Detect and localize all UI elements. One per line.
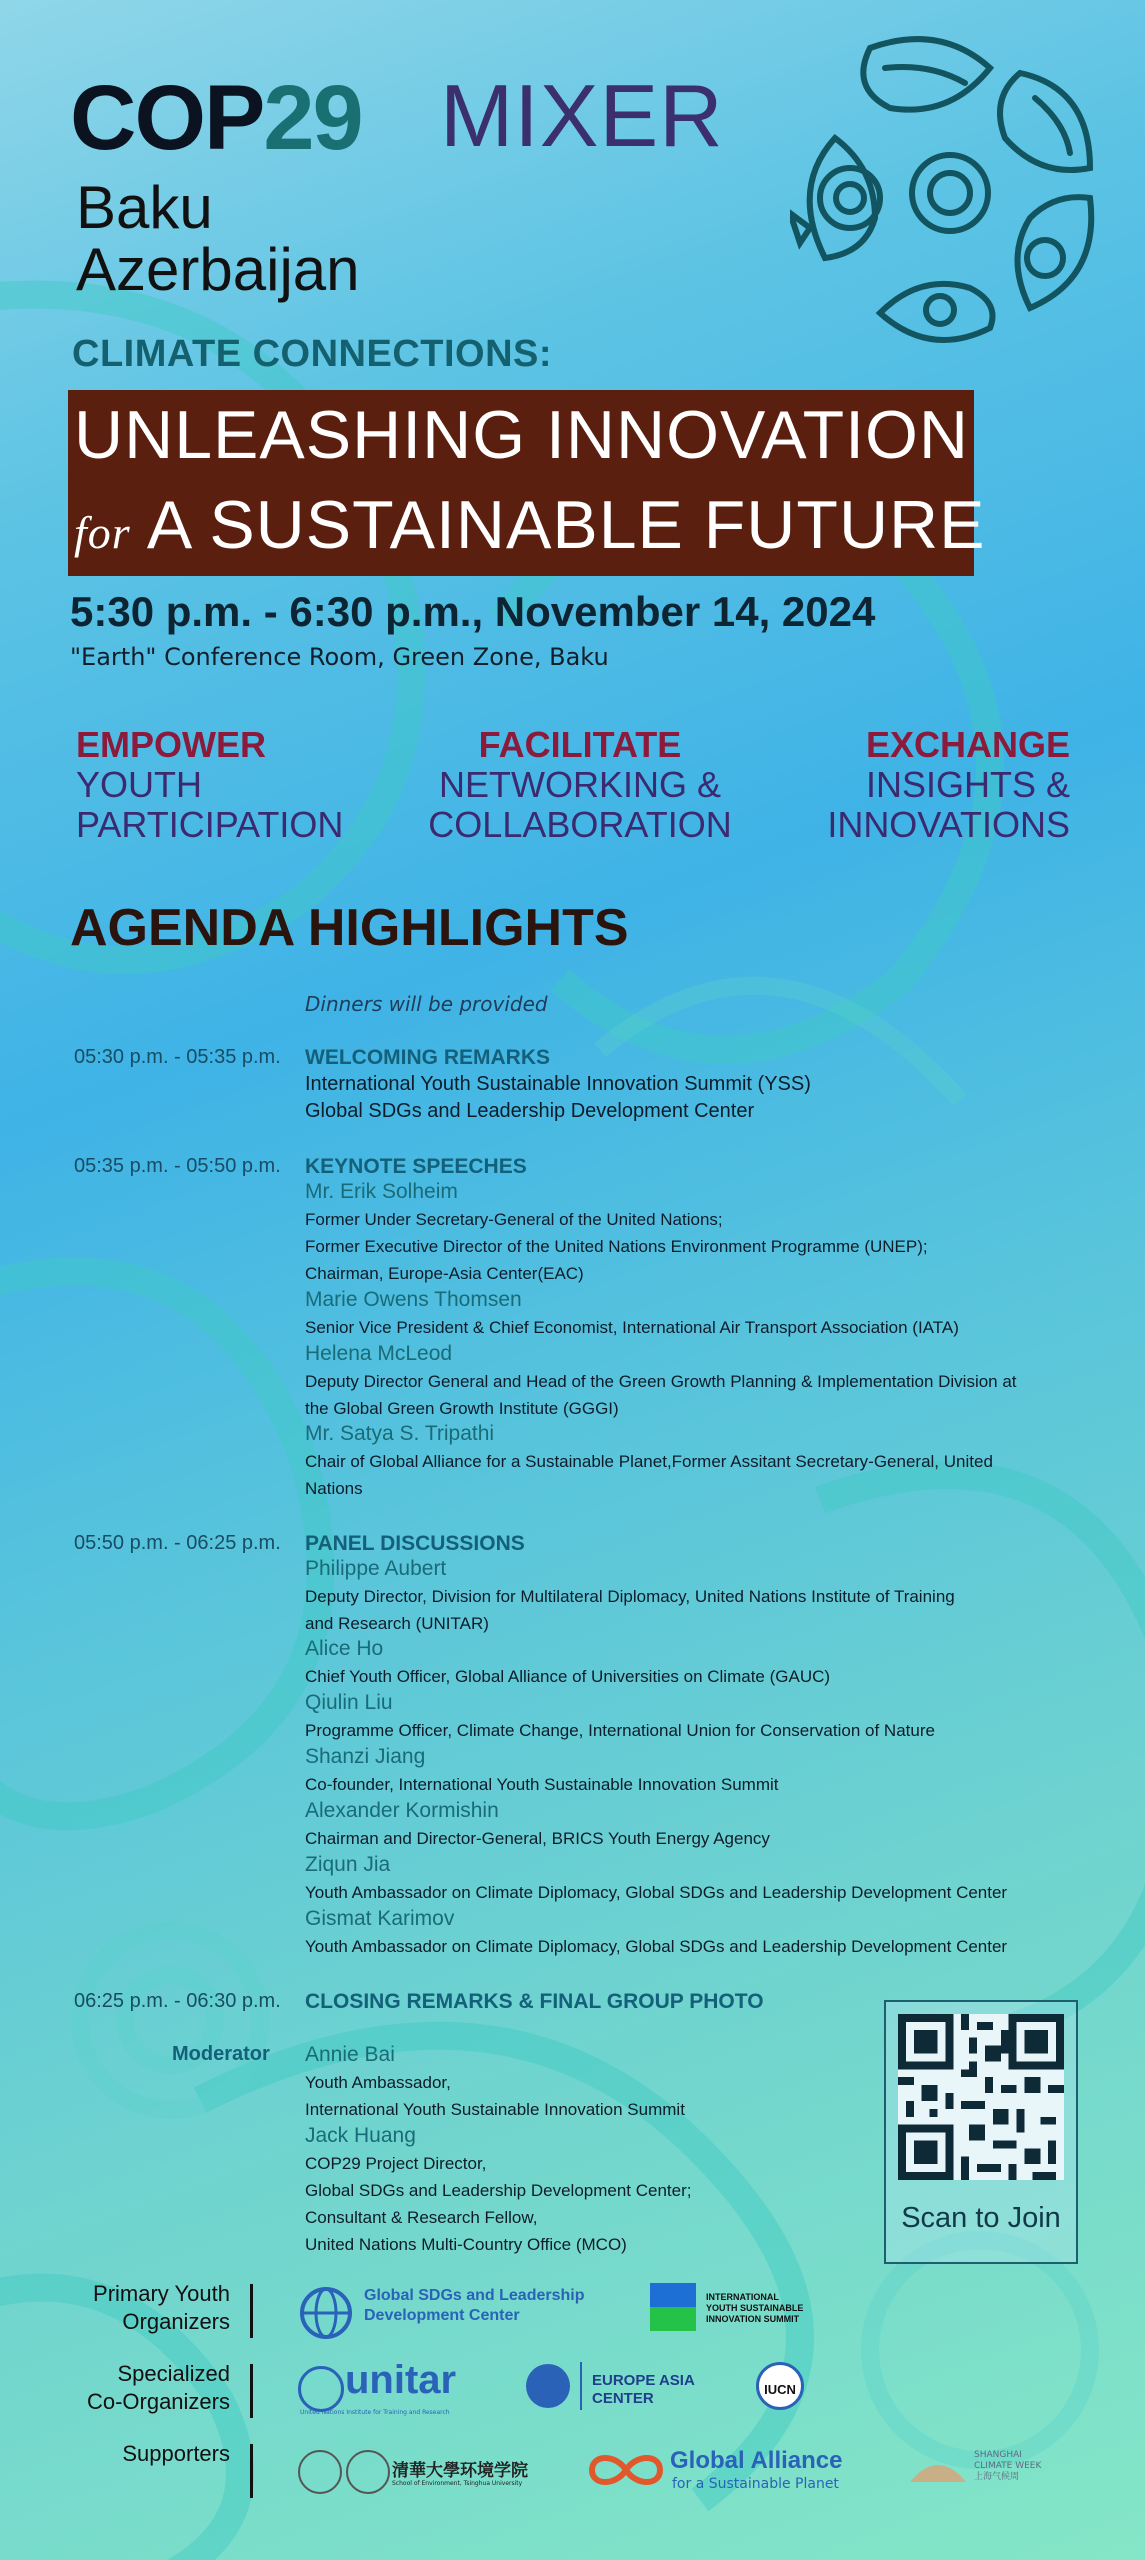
moderator-role: International Youth Sustainable Innovation Summit [305,2100,685,2119]
mixer-title: MIXER [440,66,724,165]
unitar-logo: unitar [345,2358,457,2402]
speaker-role: Deputy Director General and Head of the Green Growth Planning & Implementation Division at [305,1372,1017,1391]
un-emblem-icon [298,2366,344,2412]
divider [580,2362,582,2410]
shanghai-climate-week-icon [906,2452,970,2488]
panelist-role: and Research (UNITAR) [305,1614,489,1633]
agenda-title: AGENDA HIGHLIGHTS [70,899,629,957]
speaker-role: Former Executive Director of the United Nations Environment Programme (UNEP); [305,1237,928,1256]
moderator-role: COP29 Project Director, [305,2154,487,2173]
primary-organizers-label: Primary Youth Organizers [93,2281,230,2334]
pillar-empower: EMPOWER YOUTH PARTICIPATION [76,724,344,845]
climate-connections-subtitle: CLIMATE CONNECTIONS: [72,333,553,375]
speaker-role: Senior Vice President & Chief Economist, International Air Transport Association (IATA) [305,1318,959,1337]
panelist-name: Shanzi Jiang [305,1745,426,1768]
speaker-role: Nations [305,1479,363,1498]
specialized-organizers-label: Specialized Co-Organizers [86,2361,230,2414]
keynote-title: KEYNOTE SPEECHES [305,1155,527,1178]
panelist-name: Gismat Karimov [305,1907,455,1930]
gsdg-logo [296,2283,356,2343]
event-venue: "Earth" Conference Room, Green Zone, Baku [70,643,609,671]
panel-title: PANEL DISCUSSIONS [305,1532,525,1555]
welcome-line: Global SDGs and Leadership Development Center [305,1100,755,1122]
global-alliance-name: Global Alliance [670,2447,843,2474]
globe-icon [296,2283,356,2343]
supporters-label: Supporters [122,2441,230,2466]
moderator-role: United Nations Multi-Country Office (MCO) [305,2235,627,2254]
tsinghua-seal-icon [298,2450,342,2494]
panelist-role: Chief Youth Officer, Global Alliance of Universities on Climate (GAUC) [305,1667,831,1686]
gsdg-name: Global SDGs and Leadership Development Center [364,2287,585,2324]
moderator-label: Moderator [172,2043,270,2065]
panelist-role: Programme Officer, Climate Change, International Union for Conservation of Nature [305,1721,935,1740]
keynote-time: 05:35 p.m. - 05:50 p.m. [74,1155,281,1177]
environment-school-icon [346,2450,390,2494]
country-label: Azerbaijan [76,236,360,303]
yss-name: INTERNATIONAL YOUTH SUSTAINABLE INNOVATION SUMMIT [706,2292,804,2324]
panelist-role: Chairman and Director-General, BRICS Youth Energy Agency [305,1829,770,1848]
speaker-name: Helena McLeod [305,1342,453,1365]
panelist-name: Alice Ho [305,1637,384,1660]
cop29-emblem-icon [790,28,1120,358]
qr-code-panel[interactable] [884,2000,1078,2264]
theme-line-1: UNLEASHING INNOVATION [74,397,970,473]
theme-banner [68,390,986,576]
global-alliance-infinity-icon [586,2452,666,2488]
moderator-role: Consultant & Research Fellow, [305,2208,538,2227]
panelist-role: Co-founder, International Youth Sustainable Innovation Summit [305,1775,779,1794]
speaker-name: Mr. Satya S. Tripathi [305,1422,495,1445]
divider [250,2444,253,2498]
panelist-name: Alexander Kormishin [305,1799,499,1822]
panelist-name: Ziqun Jia [305,1853,391,1876]
global-alliance-sub: for a Sustainable Planet [672,2476,839,2492]
unitar-sub: United Nations Institute for Training and Research [300,2409,450,2416]
city-label: Baku [76,174,213,241]
tsinghua-name: 清華大學环境学院 [392,2461,528,2480]
pillar-facilitate: FACILITATE NETWORKING & COLLABORATION [428,724,732,845]
moderator-role: Youth Ambassador, [305,2073,451,2092]
cop-title: COP29 [70,67,362,169]
dinner-note: Dinners will be provided [305,992,548,1016]
divider [250,2284,253,2338]
panelist-name: Philippe Aubert [305,1557,447,1580]
moderator-role: Global SDGs and Leadership Development Center; [305,2181,692,2200]
panel-time: 05:50 p.m. - 06:25 p.m. [74,1532,281,1554]
qr-code-icon[interactable] [898,2014,1064,2180]
shanghai-climate-week-name: SHANGHAI CLIMATE WEEK 上海气候周 [974,2450,1042,2482]
speaker-role: Chair of Global Alliance for a Sustainable Planet,Former Assitant Secretary-General, United [305,1452,993,1471]
moderator-name: Jack Huang [305,2124,416,2147]
welcome-line: International Youth Sustainable Innovation Summit (YSS) [305,1073,811,1095]
europe-asia-center-icon [526,2364,570,2408]
speaker-role: Chairman, Europe-Asia Center(EAC) [305,1264,584,1283]
speaker-name: Mr. Erik Solheim [305,1180,458,1203]
iucn-logo: IUCN [756,2362,804,2410]
panelist-role: Youth Ambassador on Climate Diplomacy, Global SDGs and Leadership Development Center [305,1937,1008,1956]
tsinghua-sub: School of Environment, Tsinghua University [392,2480,523,2487]
speaker-name: Marie Owens Thomsen [305,1288,522,1311]
closing-time: 06:25 p.m. - 06:30 p.m. [74,1990,281,2012]
closing-title: CLOSING REMARKS & FINAL GROUP PHOTO [305,1990,764,2013]
moderator-name: Annie Bai [305,2043,395,2066]
theme-line-2: for A SUSTAINABLE FUTURE [74,487,986,563]
event-time: 5:30 p.m. - 6:30 p.m., November 14, 2024 [70,588,876,635]
panelist-role: Deputy Director, Division for Multilateral Diplomacy, United Nations Institute of Training [305,1587,955,1606]
panelist-role: Youth Ambassador on Climate Diplomacy, Global SDGs and Leadership Development Center [305,1883,1008,1902]
panelist-name: Qiulin Liu [305,1691,393,1714]
yss-logo-icon [650,2283,696,2331]
welcome-time: 05:30 p.m. - 05:35 p.m. [74,1046,281,1068]
speaker-role: the Global Green Growth Institute (GGGI) [305,1399,619,1418]
speaker-role: Former Under Secretary-General of the United Nations; [305,1210,723,1229]
welcome-title: WELCOMING REMARKS [305,1046,550,1069]
scan-to-join-label: Scan to Join [901,2202,1061,2234]
europe-asia-center-name: EUROPE ASIA CENTER [592,2372,695,2407]
pillar-exchange: EXCHANGE INSIGHTS & INNOVATIONS [827,724,1070,845]
divider [250,2364,253,2418]
